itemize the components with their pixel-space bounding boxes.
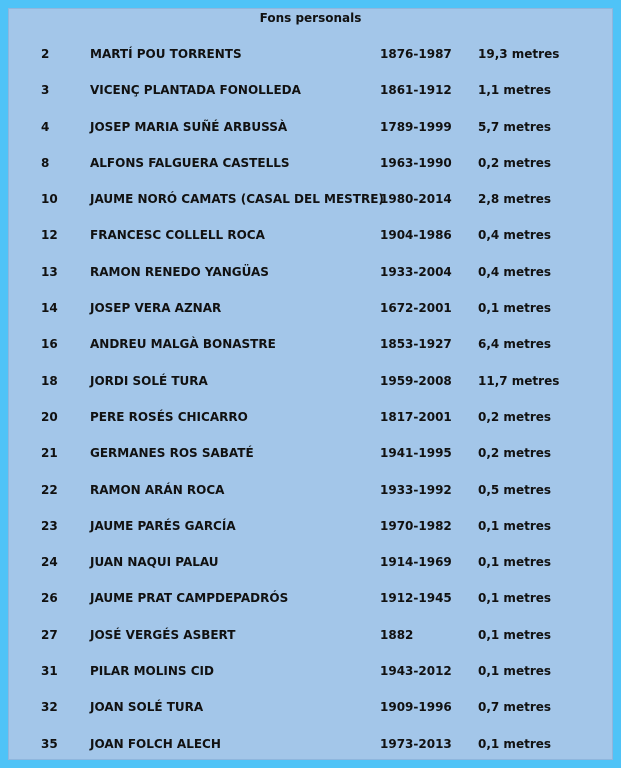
- fons-name: ANDREU MALGÀ BONASTRE: [90, 337, 276, 352]
- fons-number: 23: [41, 518, 58, 533]
- fons-size: 0,1 metres: [478, 591, 552, 606]
- fons-number: 10: [41, 192, 58, 207]
- fons-number: 14: [41, 301, 58, 316]
- fons-number: 35: [41, 736, 58, 751]
- fons-number: 21: [41, 446, 58, 461]
- table-row: [9, 547, 612, 583]
- fons-name: RAMON ARÁN ROCA: [90, 482, 225, 497]
- table-row: [9, 620, 612, 656]
- fons-number: 18: [41, 373, 58, 388]
- table-row: [9, 75, 612, 111]
- fons-years: 1876-1987: [380, 47, 452, 61]
- fons-size: 0,1 metres: [478, 627, 552, 642]
- fons-name: JOSEP VERA AZNAR: [90, 301, 222, 316]
- fons-size: 19,3 metres: [478, 47, 560, 61]
- fons-size: 0,5 metres: [478, 482, 552, 497]
- fons-number: 16: [41, 337, 58, 352]
- document-frame: [8, 8, 613, 760]
- table-row: [9, 366, 612, 402]
- table-row: [9, 729, 612, 765]
- table-row: [9, 257, 612, 293]
- fons-size: 0,2 metres: [478, 409, 552, 424]
- fons-years: 1933-2004: [380, 264, 452, 279]
- fons-years: 1970-1982: [380, 518, 452, 533]
- table-row: [9, 39, 612, 75]
- fons-size: 5,7 metres: [478, 119, 552, 134]
- fons-size: 6,4 metres: [478, 337, 552, 352]
- fons-number: 31: [41, 664, 58, 679]
- fonds-list: [9, 39, 612, 765]
- fons-size: 0,2 metres: [478, 446, 552, 461]
- fons-number: 24: [41, 555, 58, 570]
- table-row: [9, 692, 612, 728]
- fons-years: 1853-1927: [380, 337, 452, 352]
- fons-years: 1933-1992: [380, 482, 452, 497]
- fons-number: 32: [41, 700, 58, 715]
- fons-name: PERE ROSÉS CHICARRO: [90, 409, 248, 424]
- fons-number: 20: [41, 409, 58, 424]
- fons-years: 1672-2001: [380, 301, 452, 316]
- fons-number: 27: [41, 627, 58, 642]
- fons-number: 3: [41, 83, 50, 98]
- fons-number: 26: [41, 591, 58, 606]
- fons-number: 8: [41, 155, 50, 170]
- fons-name: JUAN NAQUI PALAU: [90, 555, 219, 570]
- fons-number: 22: [41, 482, 58, 497]
- fons-name: MARTÍ POU TORRENTS: [90, 47, 242, 61]
- table-row: [9, 329, 612, 365]
- fons-years: 1912-1945: [380, 591, 452, 606]
- table-row: [9, 220, 612, 256]
- fons-years: 1943-2012: [380, 664, 452, 679]
- fons-size: 2,8 metres: [478, 192, 552, 207]
- table-row: [9, 656, 612, 692]
- fons-number: 12: [41, 228, 58, 243]
- fons-name: JORDI SOLÉ TURA: [90, 373, 208, 388]
- table-row: [9, 511, 612, 547]
- fons-size: 0,7 metres: [478, 700, 552, 715]
- fons-name: JAUME PRAT CAMPDEPADRÓS: [90, 591, 289, 606]
- fons-years: 1882: [380, 627, 414, 642]
- table-row: [9, 583, 612, 619]
- fons-name: ALFONS FALGUERA CASTELLS: [90, 155, 290, 170]
- fons-years: 1909-1996: [380, 700, 452, 715]
- fons-years: 1904-1986: [380, 228, 452, 243]
- fons-size: 0,1 metres: [478, 555, 552, 570]
- fons-size: 0,1 metres: [478, 301, 552, 316]
- fons-size: 1,1 metres: [478, 83, 552, 98]
- fons-years: 1817-2001: [380, 409, 452, 424]
- fons-years: 1959-2008: [380, 373, 452, 388]
- fons-size: 0,1 metres: [478, 736, 552, 751]
- fons-years: 1941-1995: [380, 446, 452, 461]
- fons-name: JAUME NORÓ CAMATS (CASAL DEL MESTRE): [90, 192, 384, 207]
- fons-name: JOAN FOLCH ALECH: [90, 736, 221, 751]
- table-row: [9, 402, 612, 438]
- fons-name: FRANCESC COLLELL ROCA: [90, 228, 265, 243]
- fons-name: VICENÇ PLANTADA FONOLLEDA: [90, 83, 301, 98]
- fons-size: 0,1 metres: [478, 664, 552, 679]
- fons-name: PILAR MOLINS CID: [90, 664, 214, 679]
- fons-years: 1973-2013: [380, 736, 452, 751]
- fons-name: JOAN SOLÉ TURA: [90, 700, 204, 715]
- fons-size: 0,4 metres: [478, 264, 552, 279]
- fons-number: 2: [41, 47, 50, 61]
- fons-years: 1914-1969: [380, 555, 452, 570]
- table-row: [9, 475, 612, 511]
- fons-size: 11,7 metres: [478, 373, 560, 388]
- fons-years: 1789-1999: [380, 119, 452, 134]
- fons-size: 0,4 metres: [478, 228, 552, 243]
- page-title: Fons personals: [259, 11, 362, 25]
- table-row: [9, 184, 612, 220]
- fons-name: RAMON RENEDO YANGÜAS: [90, 264, 269, 279]
- fons-years: 1861-1912: [380, 83, 452, 98]
- table-row: [9, 112, 612, 148]
- table-row: [9, 438, 612, 474]
- fons-number: 13: [41, 264, 58, 279]
- fons-size: 0,1 metres: [478, 518, 552, 533]
- fons-name: JOSEP MARIA SUÑÉ ARBUSSÀ: [90, 119, 288, 134]
- fons-name: GERMANES ROS SABATÉ: [90, 446, 254, 461]
- fons-name: JOSÉ VERGÉS ASBERT: [90, 627, 236, 642]
- fons-size: 0,2 metres: [478, 155, 552, 170]
- fons-years: 1980-2014: [380, 192, 452, 207]
- fons-number: 4: [41, 119, 50, 134]
- table-row: [9, 148, 612, 184]
- fons-name: JAUME PARÉS GARCÍA: [90, 518, 236, 533]
- fons-years: 1963-1990: [380, 155, 452, 170]
- table-row: [9, 293, 612, 329]
